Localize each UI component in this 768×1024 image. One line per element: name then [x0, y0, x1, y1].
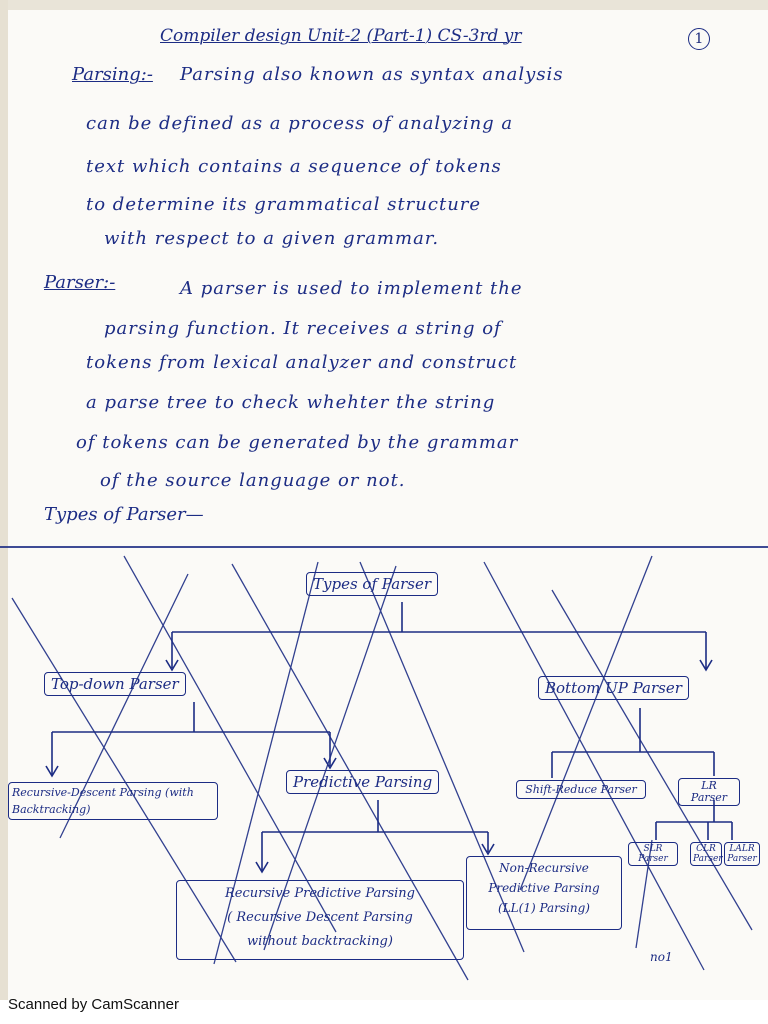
parser-line-4: a parse tree to check whehter the string [86, 392, 496, 413]
diagram-node-top-down: Top-down Parser [44, 672, 186, 696]
parser-line-6: of the source language or not. [100, 470, 406, 491]
parser-line-2: parsing function. It receives a string of [104, 318, 502, 339]
diagram-node-slr: SLR Parser [628, 842, 678, 866]
parser-heading: Parser:- [44, 272, 116, 293]
parsing-line-1: Parsing also known as syntax analysis [180, 64, 564, 85]
scanner-watermark: Scanned by CamScanner [8, 996, 179, 1013]
parser-line-1: A parser is used to implement the [180, 278, 523, 299]
recursive-predictive-line-3: without backtracking) [247, 934, 393, 949]
parsing-line-2: can be defined as a process of analyzing a [86, 113, 514, 134]
recursive-predictive-line-2: ( Recursive Descent Parsing [227, 910, 413, 925]
non-recursive-line-2: Predictive Parsing [488, 881, 600, 895]
diagram-node-non-recursive [466, 856, 622, 930]
diagram-node-predictive: Predictive Parsing [286, 770, 439, 794]
diagram-node-recursive-predictive [176, 880, 464, 960]
diagram-node-lalr: LALR Parser [724, 842, 760, 866]
parser-line-3: tokens from lexical analyzer and construct [86, 352, 518, 373]
non-recursive-line-1: Non-Recursive [499, 861, 589, 875]
diagram-node-lr: LR Parser [678, 778, 740, 806]
page-fold-line [0, 546, 768, 548]
diagram-node-recursive-descent: Recursive-Descent Parsing (with Backtracking) [8, 782, 218, 820]
parser-line-5: of tokens can be generated by the grammar [76, 432, 519, 453]
diagram-node-shift-reduce: Shift-Reduce Parser [516, 780, 646, 799]
diagram-node-bottom-up: Bottom UP Parser [538, 676, 689, 700]
types-heading: Types of Parser— [44, 504, 204, 525]
parsing-line-5: with respect to a given grammar. [104, 228, 440, 249]
non-recursive-line-3: (LL(1) Parsing) [498, 901, 590, 915]
page-title: Compiler design Unit-2 (Part-1) CS-3rd yr [160, 26, 522, 46]
diagram-node-clr: CLR Parser [690, 842, 722, 866]
page-mark: no1 [650, 950, 673, 964]
diagram-node-root: Types of Parser [306, 572, 438, 596]
page-top-edge [0, 0, 768, 10]
parsing-line-4: to determine its grammatical structure [86, 194, 482, 215]
recursive-predictive-line-1: Recursive Predictive Parsing [225, 886, 415, 901]
parsing-heading: Parsing:- [72, 64, 153, 85]
page-number: 1 [688, 28, 710, 50]
parsing-line-3: text which contains a sequence of tokens [86, 156, 502, 177]
page-left-edge [0, 0, 8, 1000]
